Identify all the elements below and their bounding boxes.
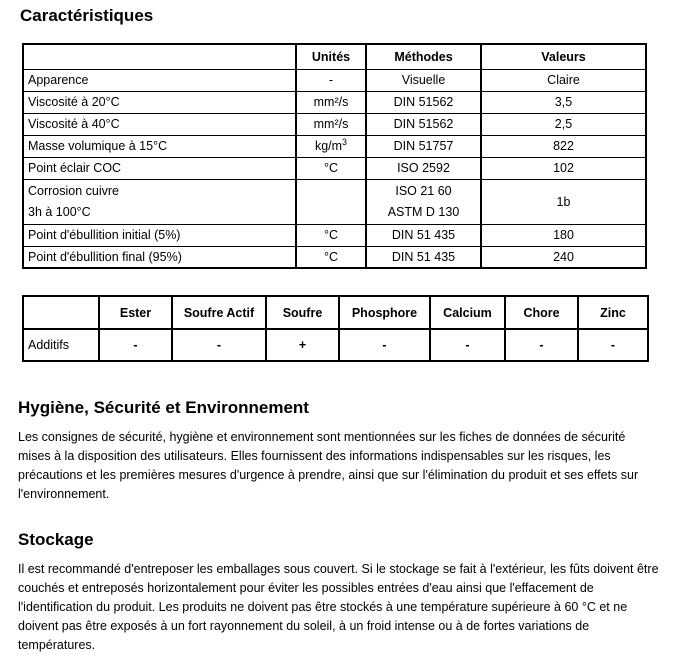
header-empty [23,44,296,69]
characteristics-table-wrapper [22,43,661,269]
table-row-corrosion [23,179,646,224]
row-method: DIN 51 435 [366,224,481,246]
table-row [23,135,646,157]
additive-zinc-value: - [578,329,648,361]
row-unit: mm²/s [296,91,366,113]
header-chore: Chore [505,296,578,329]
row-unit: °C [296,224,366,246]
header-soufre: Soufre [266,296,339,329]
table-row [23,157,646,179]
header-ester: Ester [99,296,172,329]
row-unit: °C [296,246,366,268]
additive-calcium-value: - [430,329,505,361]
header-calcium: Calcium [430,296,505,329]
row-value: 3,5 [481,91,646,113]
row-label: Point éclair COC [23,157,296,179]
row-method: DIN 51 435 [366,246,481,268]
header-phosphore: Phosphore [339,296,430,329]
storage-heading: Stockage [18,530,94,549]
table-row [23,69,646,91]
hse-heading: Hygiène, Sécurité et Environnement [18,398,309,417]
row-value: 240 [481,246,646,268]
additives-header-row [23,296,648,329]
additive-phosphore-value: - [339,329,430,361]
row-label: Point d'ébullition final (95%) [23,246,296,268]
hse-paragraph: Les consignes de sécurité, hygiène et environnement sont mentionnées sur les fiches de données de sécurité mises à la disposition des utilisateurs. Elles fournissent des informations indispensables sur les risques, les précautions et les premières mesures d'urgence à prendre, ainsi que sur l'élimination du produit et ses effets sur l'environnement. [18,430,639,501]
row-unit: mm²/s [296,113,366,135]
row-value: Claire [481,69,646,91]
table-row [23,224,646,246]
row-unit: - [296,69,366,91]
row-label: Corrosion cuivre 3h à 100°C [23,179,296,224]
table-row [23,246,646,268]
row-method: Visuelle [366,69,481,91]
header-unites: Unités [296,44,366,69]
characteristics-table [22,43,647,269]
row-method: DIN 51562 [366,113,481,135]
additives-data-row [23,329,648,361]
row-value: 1b [481,179,646,224]
row-unit: $kg/m^3$ [296,135,366,157]
row-label: Apparence [23,69,296,91]
row-method: DIN 51562 [366,91,481,113]
row-label: Point d'ébullition initial (5%) [23,224,296,246]
additives-table [22,295,649,362]
row-value: 180 [481,224,646,246]
row-value: 102 [481,157,646,179]
row-label: Viscosité à 20°C [23,91,296,113]
row-unit [296,179,366,224]
additive-chore-value: - [505,329,578,361]
row-method: DIN 51757 [366,135,481,157]
row-unit: °C [296,157,366,179]
unit-superscript: 3 [342,136,348,147]
table-row [23,91,646,113]
table-header-row [23,44,646,69]
row-method: ISO 2592 [366,157,481,179]
table-row [23,113,646,135]
header-empty [23,296,99,329]
additive-ester-value: - [99,329,172,361]
header-soufre-actif: Soufre Actif [172,296,266,329]
row-label: Additifs [23,329,99,361]
additive-soufre-value: + [266,329,339,361]
row-value: 2,5 [481,113,646,135]
header-valeurs: Valeurs [481,44,646,69]
row-value: 822 [481,135,646,157]
header-methodes: Méthodes [366,44,481,69]
row-method: ISO 21 60 ASTM D 130 [366,179,481,224]
storage-paragraph: Il est recommandé d'entreposer les emballages sous couvert. Si le stockage se fait à l'extérieur, les fûts doivent être couchés et entreposés horizontalement pour éviter les possibles entrées d'eau ainsi que l'effacement de l'identification du produit. Les produits ne doivent pas être stockés à une température supérieure à 60 °C et ne doivent pas être exposés à un fort rayonnement du soleil, à un froid intense ou à de fortes variations de températures. [18,562,659,652]
additive-soufre-actif-value: - [172,329,266,361]
row-label: Masse volumique à 15°C [23,135,296,157]
row-label: Viscosité à 40°C [23,113,296,135]
characteristics-heading: Caractéristiques [20,6,154,25]
header-zinc: Zinc [578,296,648,329]
